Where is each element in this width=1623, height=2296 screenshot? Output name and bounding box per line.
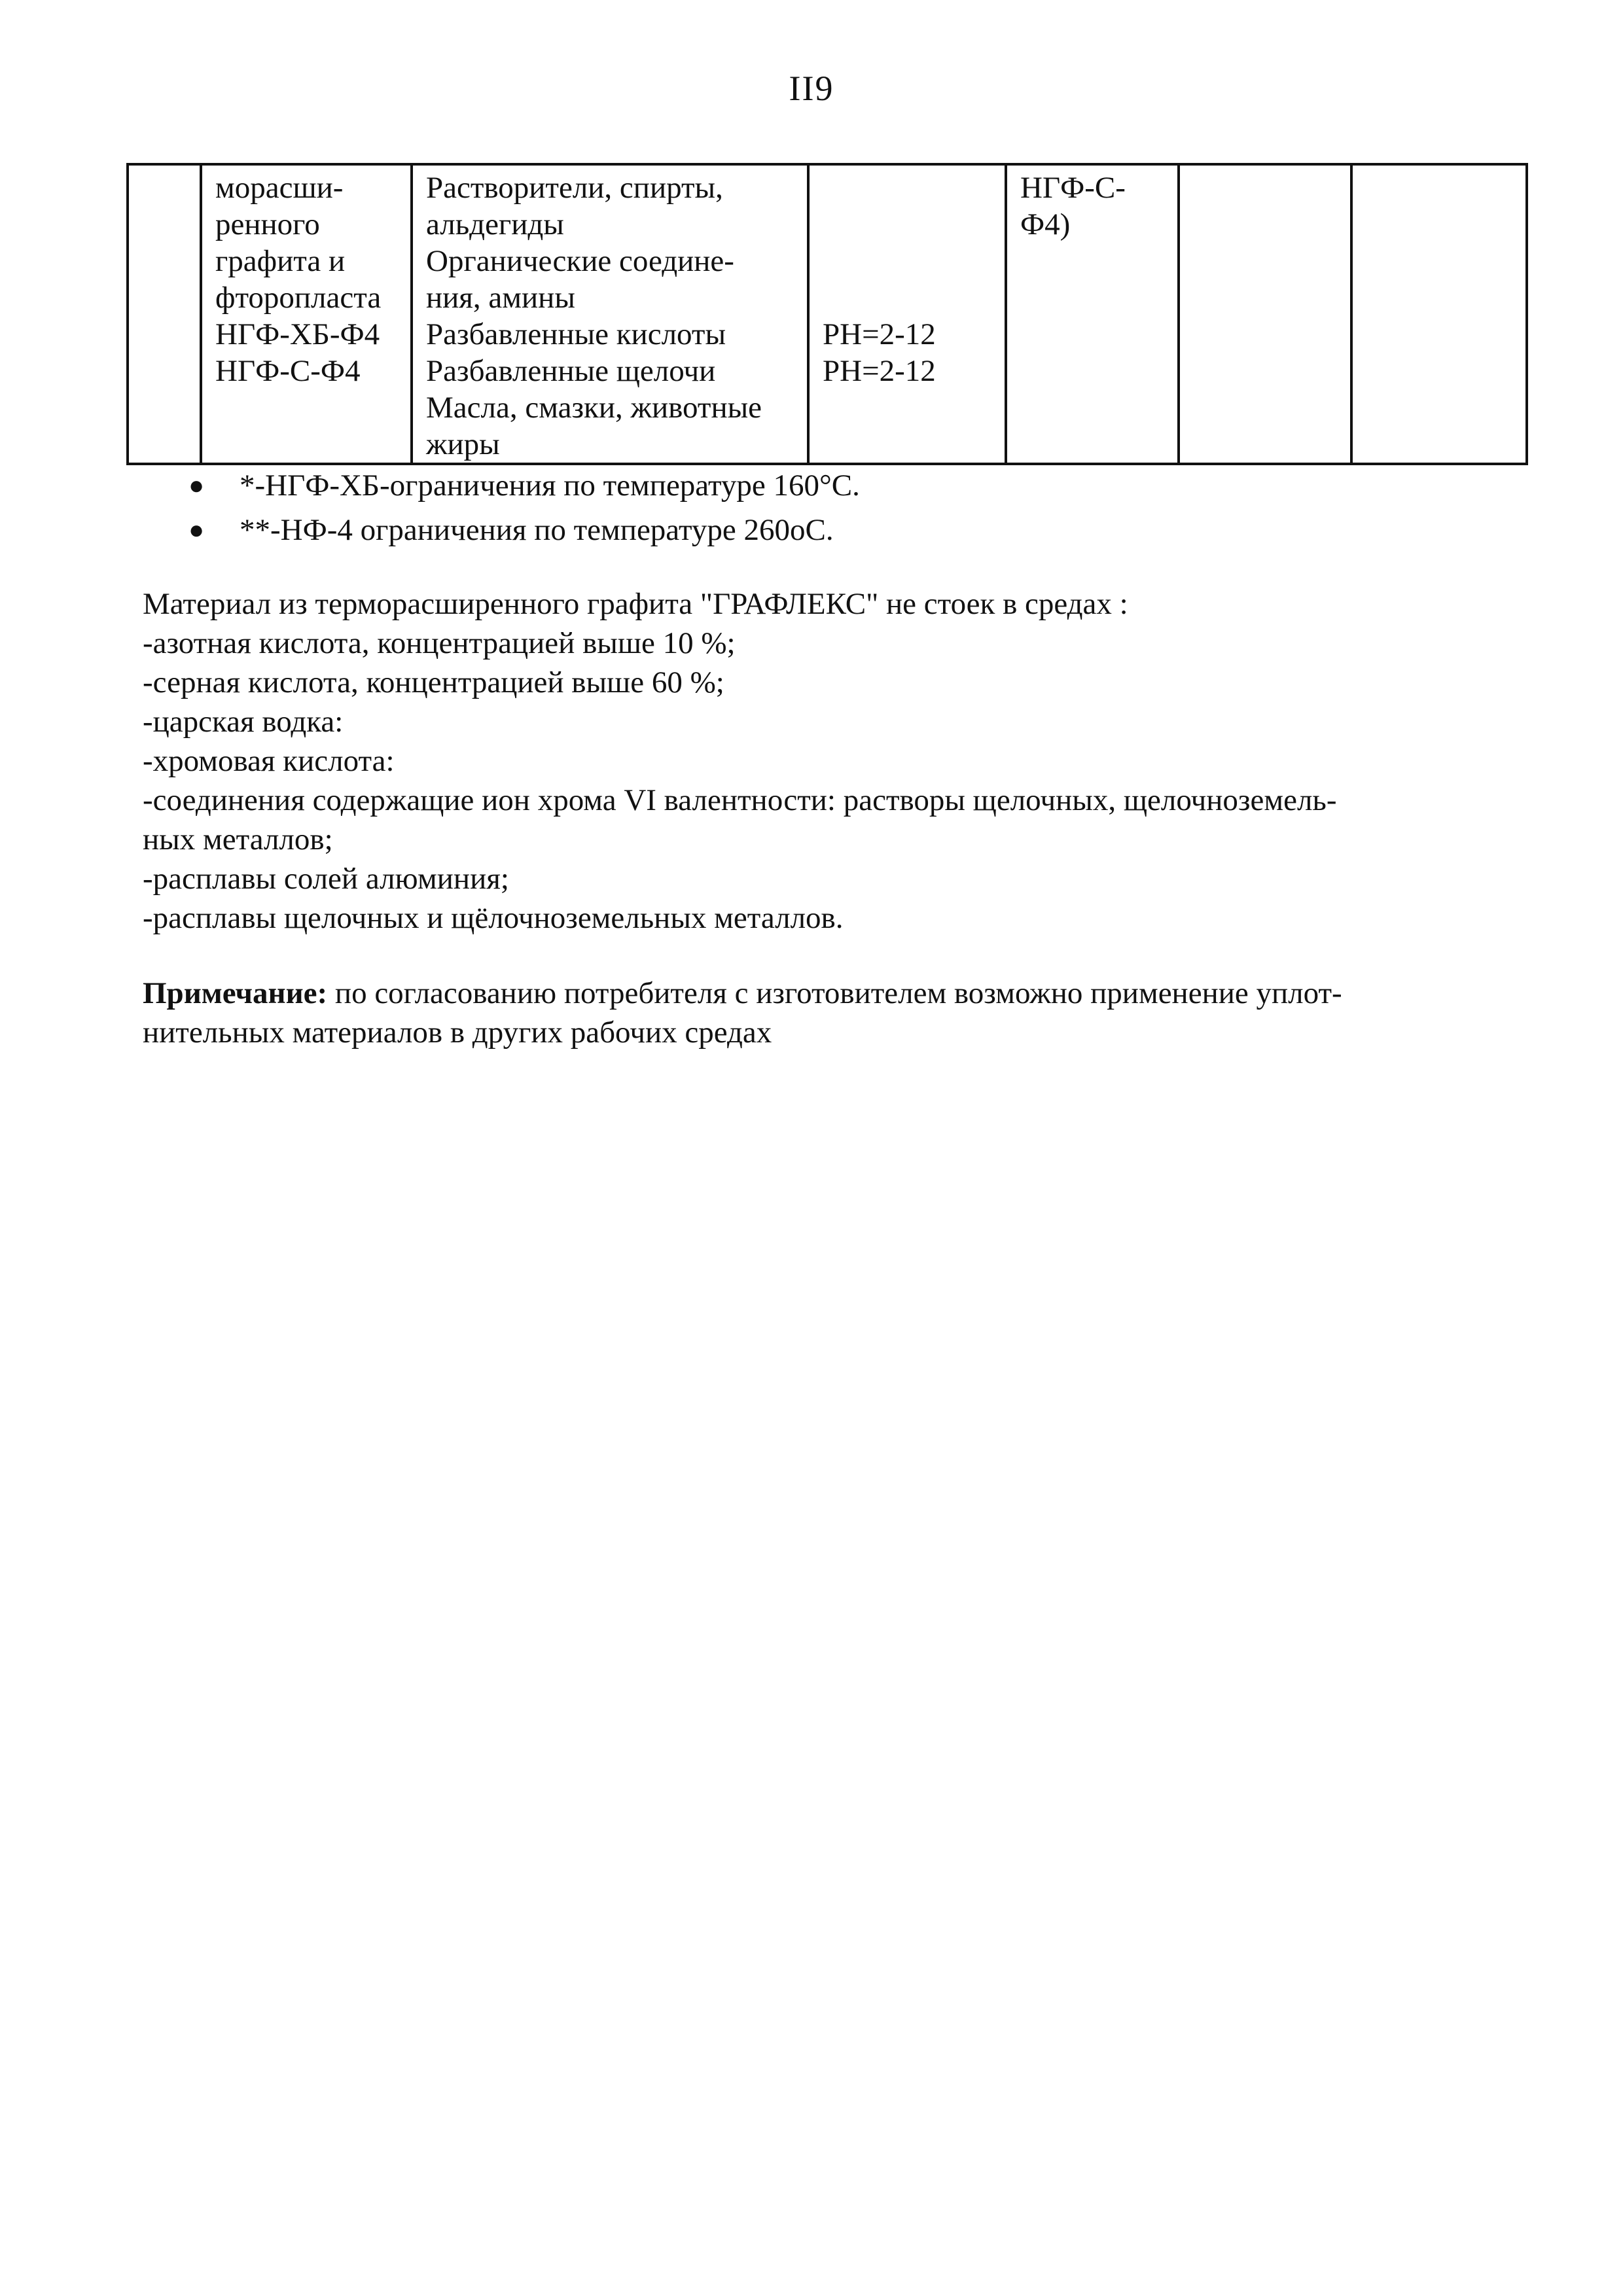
material-line: фторопласта	[215, 281, 382, 315]
remark-text: по согласованию потребителя с изготовителем возможно применение уплот-	[327, 976, 1342, 1010]
media-line: ния, амины	[426, 281, 575, 315]
table-cell-ph	[808, 164, 1006, 464]
remark-line: нительных материалов в других рабочих средах	[143, 1016, 772, 1050]
paragraph-line: -серная кислота, концентрацией выше 60 %;	[143, 665, 724, 699]
footnote-text: **-НФ-4 ограничения по температуре 260оС.	[240, 513, 834, 547]
ph-value: PH=2-12	[823, 354, 936, 388]
paragraph-line: -азотная кислота, концентрацией выше 10 %;	[143, 626, 736, 660]
grade-line: НГФ-С-	[1020, 171, 1126, 205]
media-line: Растворители, спирты,	[426, 171, 723, 205]
table-cell-material	[201, 164, 412, 464]
table-cell-media	[412, 164, 808, 464]
table-cell-empty	[1179, 164, 1351, 464]
table-row	[128, 164, 1527, 464]
paragraph-line: -расплавы щелочных и щёлочноземельных металлов.	[143, 901, 844, 935]
material-line: ренного	[215, 207, 320, 241]
material-line: графита и	[215, 244, 346, 278]
footnotes-list	[183, 463, 860, 552]
media-line: Разбавленные щелочи	[426, 354, 716, 388]
footnote-item	[183, 508, 860, 552]
table-cell-grade	[1006, 164, 1179, 464]
media-line: Разбавленные кислоты	[426, 317, 726, 351]
remark-label: Примечание:	[143, 976, 328, 1010]
media-line: Органические соедине-	[426, 244, 734, 278]
page-number: II9	[789, 69, 834, 108]
bullet-icon: ●	[188, 515, 205, 544]
paragraph-line: -расплавы солей алюминия;	[143, 862, 509, 896]
media-table	[126, 163, 1528, 465]
media-line: жиры	[426, 427, 500, 461]
paragraph-line: -хромовая кислота:	[143, 744, 395, 778]
media-line: альдегиды	[426, 207, 564, 241]
paragraph-line: -соединения содержащие ион хрома VI валентности: растворы щелочных, щелочноземель-	[143, 783, 1337, 817]
material-line: морасши-	[215, 171, 344, 205]
ph-value: PH=2-12	[823, 317, 936, 351]
material-line: НГФ-ХБ-Ф4	[215, 317, 380, 351]
bullet-icon: ●	[188, 470, 205, 500]
table-cell-empty	[1351, 164, 1527, 464]
table-cell-number	[128, 164, 201, 464]
paragraph-line: Материал из терморасширенного графита "ГРАФЛЕКС" не стоек в средах :	[143, 587, 1128, 621]
unsuitable-media-text	[143, 584, 1504, 938]
paragraph-line: ных металлов;	[143, 822, 333, 857]
remark-line	[143, 974, 1504, 1013]
remark-block	[143, 974, 1504, 1052]
paragraph-line: -царская водка:	[143, 705, 344, 739]
media-line: Масла, смазки, животные	[426, 391, 762, 425]
footnote-text: *-НГФ-ХБ-ограничения по температуре 160°С.	[240, 468, 860, 503]
footnote-item	[183, 463, 860, 508]
grade-line: Ф4)	[1020, 207, 1071, 241]
material-line: НГФ-С-Ф4	[215, 354, 361, 388]
